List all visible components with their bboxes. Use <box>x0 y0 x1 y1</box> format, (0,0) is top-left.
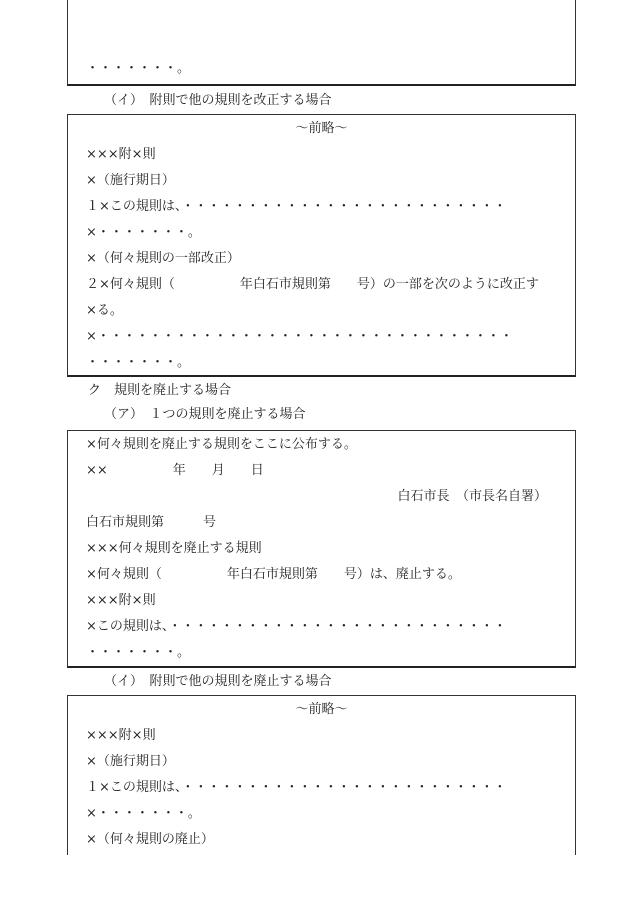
box-line: １×この規則は、・・・・・・・・・・・・・・・・・・・・・・・・・ <box>86 780 507 795</box>
box-line-mayor-signature: 白石市長 （市長名自署） <box>397 489 547 504</box>
box-line: ×・・・・・・・。 <box>86 806 201 821</box>
box-line-omitted: ～前略～ <box>295 121 348 136</box>
box-line: ×××附×則 <box>86 593 156 608</box>
ordinance-example-box-amend <box>67 114 576 377</box>
box-line-date: ×× 年 月 日 <box>86 463 264 478</box>
box-line: ×（何々規則の一部改正） <box>86 251 240 266</box>
section-heading-amend-by-supplementary: （イ） 附則で他の規則を改正する場合 <box>104 93 332 108</box>
box-line: ・・・・・・・。 <box>86 645 191 660</box>
box-line: ×この規則は、・・・・・・・・・・・・・・・・・・・・・・・・・・ <box>86 619 507 634</box>
box-line: ×（施行期日） <box>86 754 175 769</box>
box-line: １×この規則は、・・・・・・・・・・・・・・・・・・・・・・・・・ <box>86 199 507 214</box>
ordinance-example-box-repeal <box>67 430 576 668</box>
box-line: ×××附×則 <box>86 147 156 162</box>
section-heading-repeal: ク 規則を廃止する場合 <box>88 383 232 398</box>
box-line: ・・・・・・・。 <box>86 355 191 370</box>
box-line: ×何々規則を廃止する規則をここに公布する。 <box>86 437 357 452</box>
box-line: ×る。 <box>86 303 123 318</box>
box-line: ×（施行期日） <box>86 173 175 188</box>
box-line: ×何々規則（ 年白石市規則第 号）は、廃止する。 <box>86 567 461 582</box>
box-line-omitted: ～前略～ <box>295 702 348 717</box>
box-line: ×××何々規則を廃止する規則 <box>86 541 262 556</box>
section-heading-repeal-single: （ア） １つの規則を廃止する場合 <box>104 407 306 422</box>
box-line: ２×何々規則（ 年白石市規則第 号）の一部を次のように改正す <box>86 277 539 292</box>
box-line: ×（何々規則の廃止） <box>86 832 214 847</box>
box-line: ×・・・・・・・。 <box>86 225 201 240</box>
box-line: ×××附×則 <box>86 728 156 743</box>
box-line: ・・・・・・・。 <box>86 61 191 76</box>
box-line-rule-number: 白石市規則第 号 <box>86 515 217 530</box>
box-line: ×・・・・・・・・・・・・・・・・・・・・・・・・・・・・・・・・ <box>86 329 513 344</box>
section-heading-repeal-by-supplementary: （イ） 附則で他の規則を廃止する場合 <box>104 674 332 689</box>
ordinance-example-box-repeal-supplementary <box>67 695 576 855</box>
ordinance-example-box-continued <box>67 0 576 86</box>
